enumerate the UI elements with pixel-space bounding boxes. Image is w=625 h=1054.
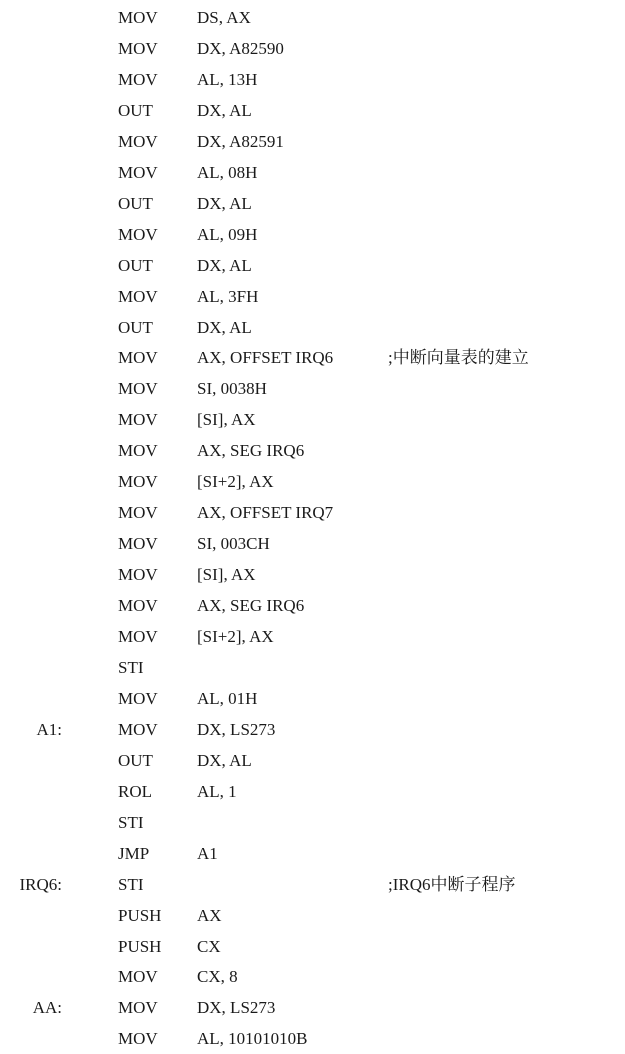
code-operands: DX, AL <box>197 255 252 275</box>
code-label: IRQ6: <box>19 874 62 894</box>
code-operands: AX, OFFSET IRQ7 <box>197 503 334 523</box>
code-line <box>0 714 625 745</box>
code-line <box>0 683 625 714</box>
code-mnemonic: MOV <box>118 69 158 89</box>
code-operands: AL, 13H <box>197 69 258 89</box>
code-mnemonic: MOV <box>118 565 158 585</box>
code-mnemonic: STI <box>118 874 144 894</box>
code-mnemonic: MOV <box>118 472 158 492</box>
code-operands: AL, 09H <box>197 224 258 244</box>
code-line <box>0 342 625 373</box>
code-mnemonic: JMP <box>118 843 150 863</box>
code-mnemonic: MOV <box>118 967 158 987</box>
code-operands: AX, SEG IRQ6 <box>197 596 305 615</box>
code-mnemonic: MOV <box>118 688 158 708</box>
code-operands: AL, 01H <box>197 688 258 708</box>
code-line <box>0 281 625 312</box>
code-mnemonic: MOV <box>118 503 158 523</box>
code-operands: SI, 003CH <box>197 534 270 554</box>
code-mnemonic: MOV <box>118 596 158 615</box>
code-mnemonic: MOV <box>118 131 158 151</box>
code-operands: [SI+2], AX <box>197 472 274 492</box>
code-line <box>0 621 625 652</box>
code-line <box>0 33 625 64</box>
code-mnemonic: MOV <box>118 410 158 430</box>
code-operands: AX <box>197 905 222 925</box>
code-operands: AX, SEG IRQ6 <box>197 441 305 461</box>
code-operands: [SI], AX <box>197 410 256 430</box>
code-mnemonic: OUT <box>118 100 153 120</box>
code-operands: DX, LS273 <box>197 998 276 1018</box>
code-operands: DX, AL <box>197 193 252 213</box>
code-operands: CX <box>197 936 221 956</box>
code-line <box>0 126 625 157</box>
code-mnemonic: MOV <box>118 719 158 739</box>
code-line <box>0 95 625 126</box>
code-line <box>0 869 625 900</box>
code-operands: [SI], AX <box>197 565 256 585</box>
code-line <box>0 466 625 497</box>
code-line <box>0 219 625 250</box>
code-comment: ;中断向量表的建立 <box>388 348 529 368</box>
code-operands: DX, AL <box>197 750 252 770</box>
code-mnemonic: STI <box>118 812 144 832</box>
code-line <box>0 404 625 435</box>
code-operands: AL, 10101010B <box>197 1029 308 1049</box>
code-mnemonic: OUT <box>118 193 153 213</box>
code-mnemonic: MOV <box>118 441 158 461</box>
code-mnemonic: ROL <box>118 781 152 801</box>
code-line <box>0 188 625 219</box>
code-mnemonic: MOV <box>118 379 158 399</box>
code-mnemonic: STI <box>118 657 144 677</box>
code-line <box>0 559 625 590</box>
code-mnemonic: MOV <box>118 627 158 646</box>
code-mnemonic: OUT <box>118 317 153 337</box>
code-line <box>0 900 625 931</box>
code-operands: DX, AL <box>197 317 252 337</box>
code-line <box>0 838 625 869</box>
code-operands: DX, A82590 <box>197 39 284 58</box>
code-line <box>0 1023 625 1054</box>
code-line <box>0 776 625 807</box>
code-mnemonic: MOV <box>118 998 158 1018</box>
code-operands: DX, A82591 <box>197 131 284 151</box>
code-line <box>0 312 625 343</box>
code-operands: [SI+2], AX <box>197 627 274 646</box>
code-line <box>0 2 625 33</box>
code-line <box>0 157 625 188</box>
code-mnemonic: MOV <box>118 162 158 182</box>
code-line <box>0 961 625 992</box>
code-mnemonic: OUT <box>118 255 153 275</box>
code-label: AA: <box>32 998 62 1018</box>
code-operands: AX, OFFSET IRQ6 <box>197 348 334 368</box>
code-line <box>0 745 625 776</box>
code-operands: A1 <box>197 843 218 863</box>
code-mnemonic: MOV <box>118 8 158 27</box>
code-line <box>0 435 625 466</box>
code-operands: SI, 0038H <box>197 379 267 399</box>
code-line <box>0 807 625 838</box>
code-mnemonic: MOV <box>118 224 158 244</box>
code-operands: AL, 3FH <box>197 286 259 306</box>
code-operands: DX, AL <box>197 100 252 120</box>
code-mnemonic: PUSH <box>118 936 162 956</box>
code-mnemonic: MOV <box>118 534 158 554</box>
code-mnemonic: OUT <box>118 750 153 770</box>
code-comment: ;IRQ6中断子程序 <box>388 874 516 894</box>
code-mnemonic: PUSH <box>118 905 162 925</box>
code-line <box>0 528 625 559</box>
code-line <box>0 590 625 621</box>
code-label: A1: <box>36 719 62 739</box>
code-mnemonic: MOV <box>118 1029 158 1049</box>
code-line <box>0 497 625 528</box>
code-operands: CX, 8 <box>197 967 238 987</box>
code-line <box>0 250 625 281</box>
code-operands: DX, LS273 <box>197 719 276 739</box>
code-operands: AL, 1 <box>197 781 237 801</box>
code-line <box>0 992 625 1023</box>
code-line <box>0 64 625 95</box>
code-mnemonic: MOV <box>118 348 158 368</box>
code-mnemonic: MOV <box>118 39 158 58</box>
code-operands: AL, 08H <box>197 162 258 182</box>
code-line <box>0 373 625 404</box>
code-line <box>0 652 625 683</box>
code-mnemonic: MOV <box>118 286 158 306</box>
code-line <box>0 931 625 962</box>
code-operands: DS, AX <box>197 8 251 27</box>
